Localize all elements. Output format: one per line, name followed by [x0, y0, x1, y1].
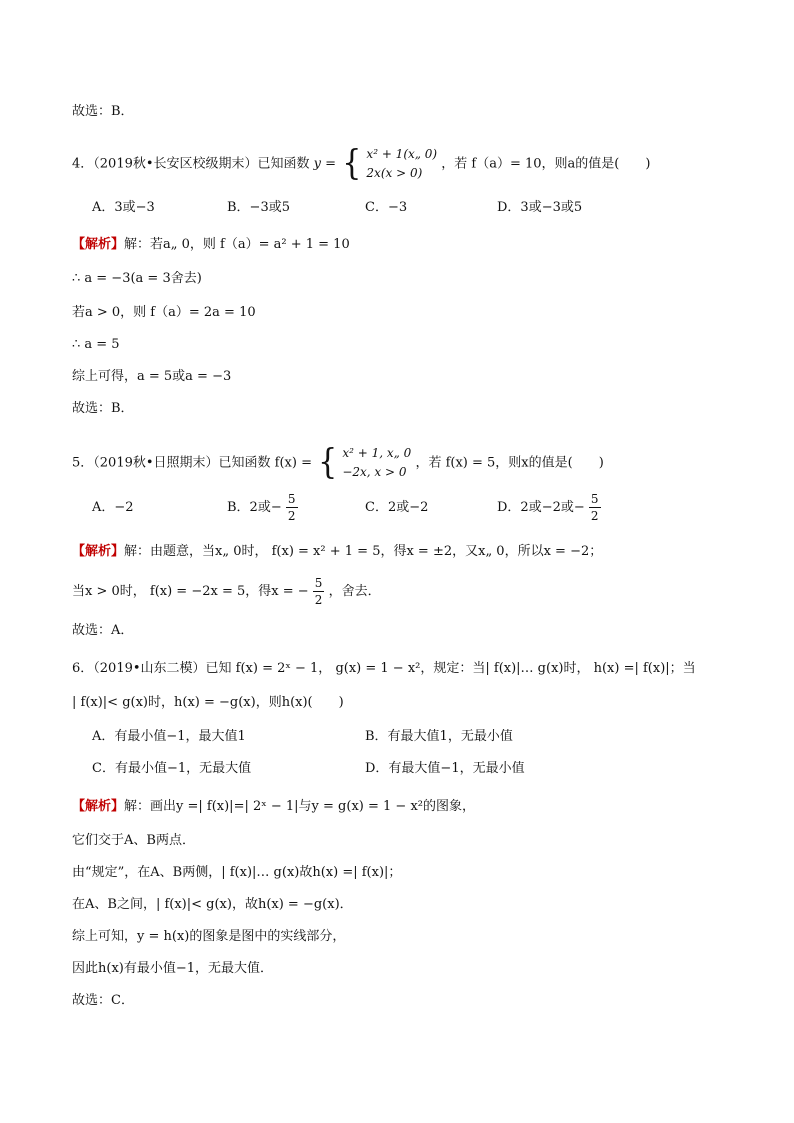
left-brace-icon: {: [342, 143, 362, 184]
question-4-stem: 4．（2019秋•长安区校级期末）已知函数 y = { x² + 1(x„ 0) 2x(x > 0) ，若 f（a）= 10，则a的值是( ): [72, 143, 651, 184]
q6-solution-line-5: 综上可知，y = h(x)的图象是图中的实线部分，: [72, 929, 346, 944]
q4-solution-line-1: 【解析】解：若a„ 0，则 f（a）= a² + 1 = 10: [72, 237, 350, 252]
analysis-tag: 【解析】: [72, 799, 125, 814]
left-brace-icon: {: [318, 442, 338, 483]
q5-solution-line-2: 当x > 0时， f(x) = −2x = 5，得x = − $\frac{5}{2}$ ，舍去．: [72, 576, 381, 607]
q5-solution-line-1: 【解析】解：由题意，当x„ 0时， f(x) = x² + 1 = 5，得x = ±2，又x„ 0，所以x = −2；: [72, 544, 603, 559]
q6-solution-line-6: 因此h(x)有最小值−1，无最大值．: [72, 961, 274, 976]
q6-solution-line-3: 由“规定”，在A、B两侧，| f(x)|… g(x)故h(x) =| f(x)|；: [72, 865, 402, 880]
q6-solution-line-4: 在A、B之间，| f(x)|< g(x)，故h(x) = −g(x)．: [72, 897, 353, 912]
piecewise-cases: x² + 1, x„ 0 −2x, x > 0: [342, 446, 412, 479]
q5-option-b[interactable]: B．2或− $\frac{5}{2}$: [227, 492, 296, 523]
answer-line: 故选：B．: [72, 104, 134, 119]
q4-option-b[interactable]: B．−3或5: [227, 200, 290, 215]
fraction: $\frac{5}{2}$: [287, 492, 296, 523]
piecewise-cases: x² + 1(x„ 0) 2x(x > 0): [366, 147, 438, 180]
question-6-stem-line-2: | f(x)|< g(x)时，h(x) = −g(x)，则h(x)( ): [72, 695, 344, 710]
q4-solution-line-2: ∴ a = −3(a = 3舍去): [72, 271, 202, 286]
q5-solution-line-3: 故选：A．: [72, 623, 134, 638]
q5-option-d[interactable]: D．2或−2或− $\frac{5}{2}$: [497, 492, 599, 523]
fraction: $\frac{5}{2}$: [590, 492, 599, 523]
q4-solution-line-5: 综上可得，a = 5或a = −3: [72, 369, 232, 384]
q6-option-d[interactable]: D．有最大值−1，无最小值: [365, 761, 525, 776]
q4-option-d[interactable]: D．3或−3或5: [497, 200, 583, 215]
analysis-tag: 【解析】: [72, 544, 125, 559]
q4-solution-line-3: 若a > 0，则 f（a）= 2a = 10: [72, 305, 256, 320]
q5-option-a[interactable]: A．−2: [92, 500, 134, 515]
question-5-stem: 5．（2019秋•日照期末）已知函数 f(x) = { x² + 1, x„ 0 −2x, x > 0 ，若 f(x) = 5，则x的值是( ): [72, 442, 604, 483]
fraction: $\frac{5}{2}$: [314, 576, 323, 607]
question-6-stem-line-1: 6．（2019•山东二模）已知 f(x) = 2ˣ − 1， g(x) = 1 − x²，规定：当| f(x)|… g(x)时， h(x) =| f(x)|；当: [72, 661, 696, 676]
analysis-tag: 【解析】: [72, 237, 125, 252]
q6-option-a[interactable]: A．有最小值−1，最大值1: [92, 729, 246, 744]
q4-option-c[interactable]: C．−3: [365, 200, 408, 215]
q6-solution-line-1: 【解析】解：画出y =| f(x)|=| 2ˣ − 1|与y = g(x) = 1 − x²的图象，: [72, 799, 475, 814]
q4-option-a[interactable]: A．3或−3: [92, 200, 155, 215]
q6-option-c[interactable]: C．有最小值−1，无最大值: [92, 761, 252, 776]
q5-option-c[interactable]: C．2或−2: [365, 500, 429, 515]
q6-solution-line-7: 故选：C．: [72, 993, 134, 1008]
q6-option-b[interactable]: B．有最大值1，无最小值: [365, 729, 513, 744]
q4-solution-line-6: 故选：B．: [72, 401, 134, 416]
q4-solution-line-4: ∴ a = 5: [72, 337, 120, 352]
q6-solution-line-2: 它们交于A、B两点．: [72, 833, 195, 848]
